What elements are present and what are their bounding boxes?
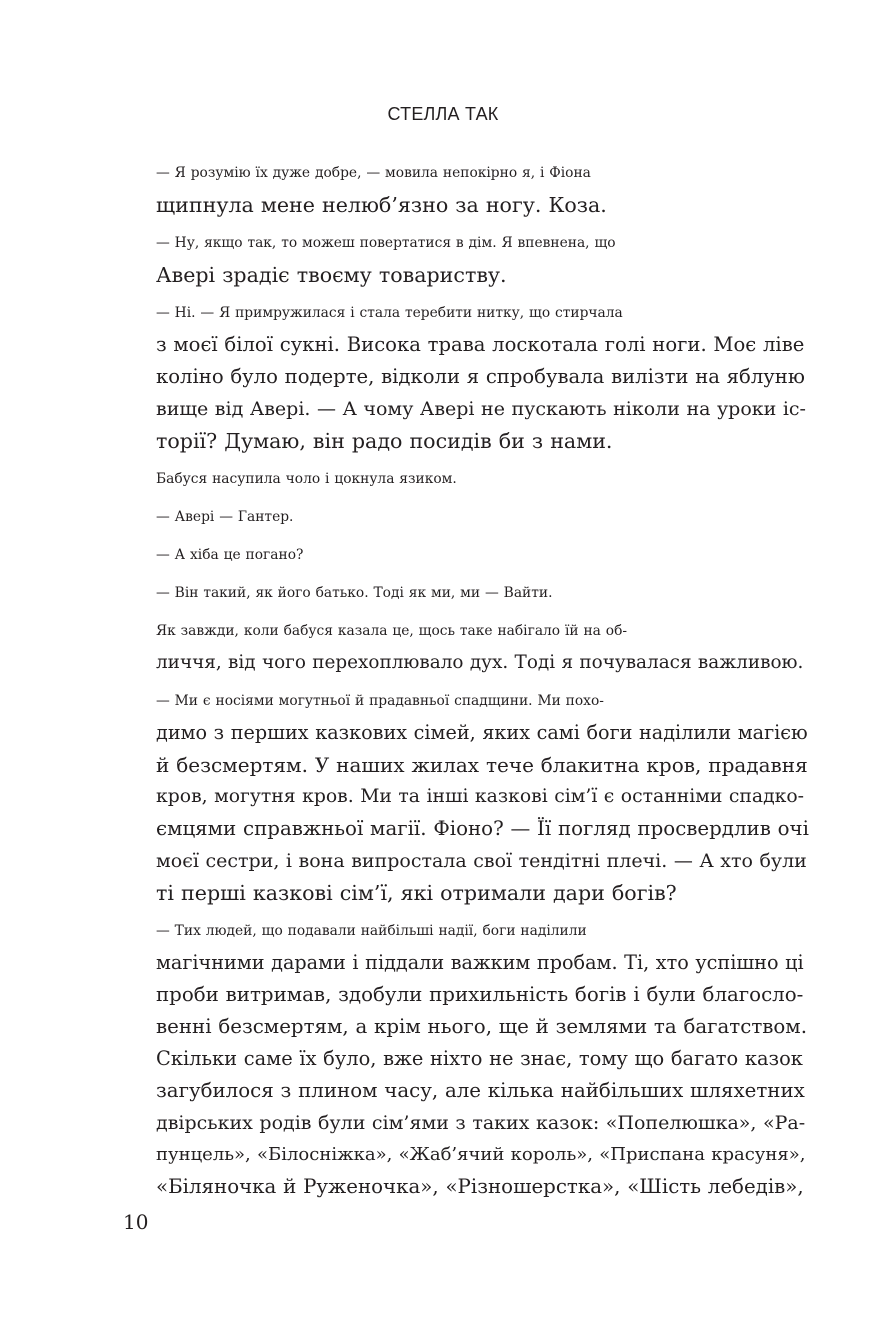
text-line: кров, могутня кров. Ми та інші казкові сім’ї є останніми спадко- <box>156 786 805 807</box>
page-number: 10 <box>123 1210 149 1234</box>
text-line: моєї сестри, і вона випростала свої тендітні плечі. — А хто були <box>156 850 807 872</box>
text-line: ємцями справжньої магії. Фіоно? — Її погляд просвердлив очі <box>156 817 809 840</box>
text-line: ті перші казкові сім’ї, які отримали дари богів? <box>156 881 677 905</box>
text-line: пунцель», «Білосніжка», «Жаб’ячий король», «Приспана красуня», <box>156 1144 806 1165</box>
paragraph <box>123 227 809 291</box>
running-head: СТЕЛЛА ТАК <box>387 104 499 124</box>
paragraph <box>123 615 809 679</box>
text-line: — А хіба це погано? <box>156 547 304 563</box>
text-line: Скільки саме їх було, вже ніхто не знає, тому що багато казок <box>156 1047 803 1070</box>
paragraph <box>123 501 809 533</box>
text-line: — Ми є носіями могутньої й прадавньої спадщини. Ми похо- <box>156 693 604 709</box>
text-line: магічними дарами і піддали важким пробам. Ті, хто успішно ці <box>156 951 804 974</box>
text-line: Як завжди, коли бабуся казала це, щось таке набігало їй на об- <box>156 623 628 639</box>
text-line: — Він такий, як його батько. Тоді як ми, ми — Вайти. <box>156 585 553 601</box>
text-line: торії? Думаю, він радо посидів би з нами. <box>156 429 613 453</box>
paragraph <box>123 577 809 609</box>
text-line: — Ні. — Я примружилася і стала теребити нитку, що стирчала <box>156 305 623 321</box>
text-line: щипнула мене нелюб’язно за ногу. Коза. <box>156 193 607 217</box>
text-line: Авері зрадіє твоєму товариству. <box>156 263 507 287</box>
text-line: й безсмертям. У наших жилах тече блакитна кров, прадавня <box>156 753 808 777</box>
paragraph <box>123 915 809 1203</box>
text-line: двірських родів були сім’ями з таких казок: «Попелюшка», «Ра- <box>156 1112 806 1134</box>
text-line: личчя, від чого перехоплювало дух. Тоді я почувалася важливою. <box>156 652 804 673</box>
paragraph <box>123 157 809 221</box>
text-line: — Ну, якщо так, то можеш повертатися в дім. Я впевнена, що <box>156 235 616 251</box>
paragraph <box>123 297 809 457</box>
text-line: — Тих людей, що подавали найбільші надії, боги наділили <box>156 923 587 939</box>
paragraph <box>123 539 809 571</box>
text-line: — Я розумію їх дуже добре, — мовила непокірно я, і Фіона <box>156 165 591 181</box>
text-line: вище від Авері. — А чому Авері не пускають ніколи на уроки іс- <box>156 398 806 420</box>
text-line: загубилося з плином часу, але кілька найбільших шляхетних <box>156 1079 805 1102</box>
text-line: димо з перших казкових сімей, яких самі боги наділили магією <box>156 721 808 744</box>
text-line: — Авері — Гантер. <box>156 509 294 525</box>
text-line: проби витримав, здобули прихильність богів і були благосло- <box>156 983 804 1006</box>
body-text <box>123 157 809 1209</box>
text-line: венні безсмертям, а крім нього, ще й землями та багатством. <box>156 1015 807 1038</box>
text-line: з моєї білої сукні. Висока трава лоскотала голі ноги. Моє ліве <box>156 333 805 356</box>
text-line: Бабуся насупила чоло і цокнула язиком. <box>156 471 457 487</box>
paragraph <box>123 685 809 909</box>
text-line: «Біляночка й Руженочка», «Різношерстка», «Шість лебедів», <box>156 1175 804 1198</box>
paragraph <box>123 463 809 495</box>
text-line: коліно було подерте, відколи я спробувала вилізти на яблуню <box>156 365 805 388</box>
